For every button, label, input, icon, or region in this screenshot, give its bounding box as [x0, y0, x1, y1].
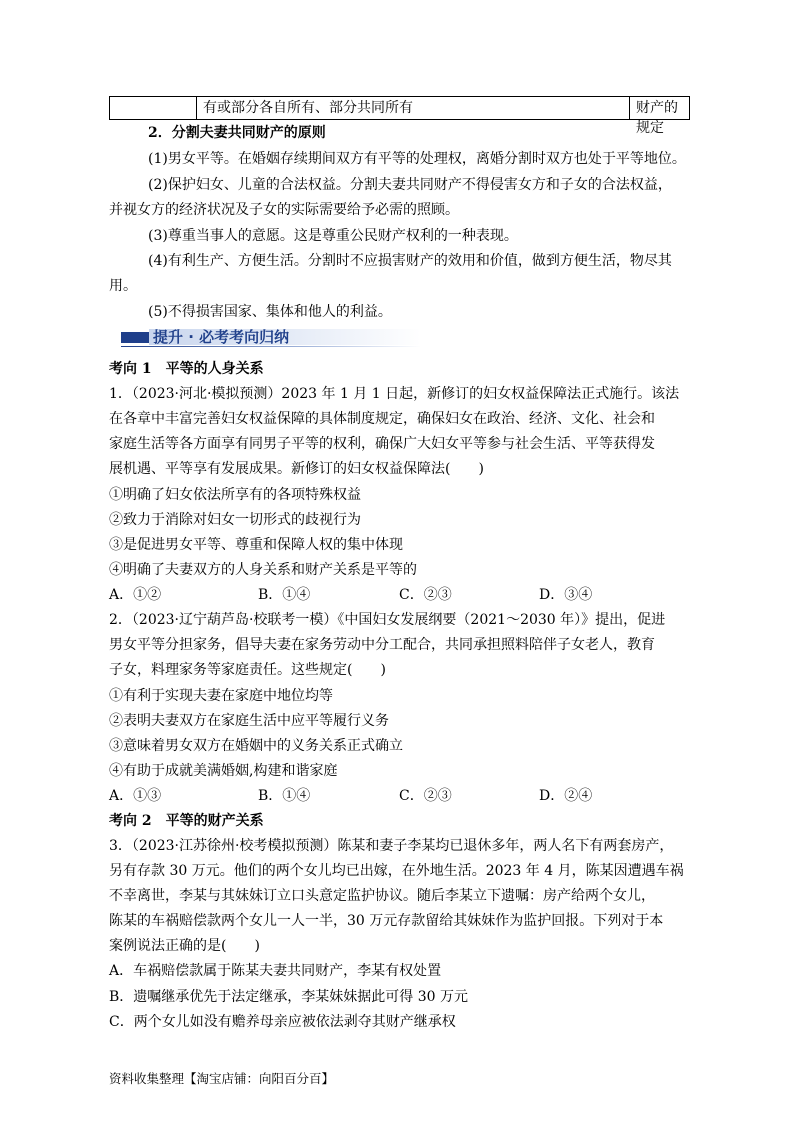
section-banner	[121, 327, 421, 347]
question-1-option-c[interactable]: C．②③	[399, 587, 452, 603]
principle-2-line-2: 并视女方的经济状况及子女的实际需要给予必需的照顾。	[109, 202, 459, 218]
question-2-item: ②表明夫妻双方在家庭生活中应平等履行义务	[109, 713, 389, 729]
question-3-option-b[interactable]: B．遗嘱继承优先于法定继承，李某妹妹据此可得 30 万元	[109, 989, 469, 1005]
question-2-item: ①有利于实现夫妻在家庭中地位均等	[109, 688, 333, 704]
principle-4-line-2: 用。	[109, 278, 137, 294]
principle-2-line-1: (2)保护妇女、儿童的合法权益。分割夫妻共同财产不得侵害女方和子女的合法权益，	[148, 177, 672, 193]
page-footer: 资料收集整理【淘宝店铺：向阳百分百】	[109, 1071, 335, 1086]
banner-title: 提升 · 必考考向归纳	[153, 328, 290, 346]
question-2-option-d[interactable]: D．②④	[539, 788, 593, 804]
banner-accent-bar	[121, 332, 149, 343]
question-2-option-b[interactable]: B．①④	[258, 788, 311, 804]
question-1-line: 1．（2023·河北·模拟预测）2023 年 1 月 1 日起，新修订的妇女权益保障法正式施行。该法	[109, 386, 680, 402]
question-2-line: 2．（2023·辽宁葫芦岛·校联考一模）《中国妇女发展纲要（2021～2030 年）》提出，促进	[109, 612, 666, 628]
question-2-option-c[interactable]: C．②③	[399, 788, 452, 804]
question-1-line: 展机遇、平等享有发展成果。新修订的妇女权益保障法( )	[109, 461, 484, 477]
banner-underline	[121, 346, 421, 347]
principle-4-line-1: (4)有利生产、方便生活。分割时不应损害财产的效用和价值，做到方便生活，物尽其	[148, 253, 672, 269]
question-3-line: 案例说法正确的是( )	[109, 938, 260, 954]
table-cell-empty	[110, 97, 197, 119]
question-3-line: 陈某的车祸赔偿款两个女儿一人一半，30 万元存款留给其妹妹作为监护回报。下列对于本	[109, 913, 664, 929]
question-3-line: 3．（2023·江苏徐州·校考模拟预测）陈某和妻子李某均已退休多年，两人名下有两套房产，	[109, 838, 674, 854]
table-cell-rule	[630, 97, 690, 136]
table-cell-rule-text: 财产的规定	[636, 100, 678, 136]
question-2-line: 子女，料理家务等家庭责任。这些规定( )	[109, 662, 386, 678]
table-cell-ownership	[197, 97, 630, 119]
question-2-line: 男女平等分担家务，倡导夫妻在家务劳动中分工配合，共同承担照料陪伴子女老人，教育	[109, 637, 655, 653]
principle-5: (5)不得损害国家、集体和他人的利益。	[148, 304, 392, 320]
question-1-line: 家庭生活等各方面享有同男子平等的权利，确保广大妇女平等参与社会生活、平等获得发	[109, 436, 655, 452]
question-1-item: ②致力于消除对妇女一切形式的歧视行为	[109, 512, 361, 528]
question-1-line: 在各章中丰富完善妇女权益保障的具体制度规定，确保妇女在政治、经济、文化、社会和	[109, 411, 655, 427]
question-2-option-a[interactable]: A．①③	[109, 788, 162, 804]
question-2-item: ③意味着男女双方在婚姻中的义务关系正式确立	[109, 738, 403, 754]
principle-1: (1)男女平等。在婚姻存续期间双方有平等的处理权，离婚分割时双方也处于平等地位。	[148, 151, 686, 167]
question-1-option-b[interactable]: B．①④	[258, 587, 311, 603]
question-3-line: 另有存款 30 万元。他们的两个女儿均已出嫁，在外地生活。2023 年 4 月，陈某因遭遇车祸	[109, 863, 684, 879]
question-1-option-d[interactable]: D．③④	[539, 587, 593, 603]
principles-heading: 2．分割夫妻共同财产的原则	[148, 125, 326, 141]
question-1-item: ④明确了夫妻双方的人身关系和财产关系是平等的	[109, 562, 417, 578]
direction-2-heading: 考向 2 平等的财产关系	[109, 813, 264, 829]
question-2-item: ④有助于成就美满婚姻,构建和谐家庭	[109, 763, 338, 779]
direction-1-heading: 考向 1 平等的人身关系	[109, 361, 264, 377]
question-1-item: ③是促进男女平等、尊重和保障人权的集中体现	[109, 537, 403, 553]
question-3-option-c[interactable]: C．两个女儿如没有赡养母亲应被依法剥夺其财产继承权	[109, 1014, 456, 1030]
table-cell-ownership-text: 有或部分各自所有、部分共同所有	[203, 100, 413, 116]
principle-3: (3)尊重当事人的意愿。这是尊重公民财产权利的一种表现。	[148, 228, 518, 244]
question-3-option-a[interactable]: A．车祸赔偿款属于陈某夫妻共同财产，李某有权处置	[109, 963, 442, 979]
question-1-item: ①明确了妇女依法所享有的各项特殊权益	[109, 487, 361, 503]
question-1-option-a[interactable]: A．①②	[109, 587, 162, 603]
question-3-line: 不幸离世，李某与其妹妹订立口头意定监护协议。随后李某立下遗嘱：房产给两个女儿，	[109, 888, 655, 904]
